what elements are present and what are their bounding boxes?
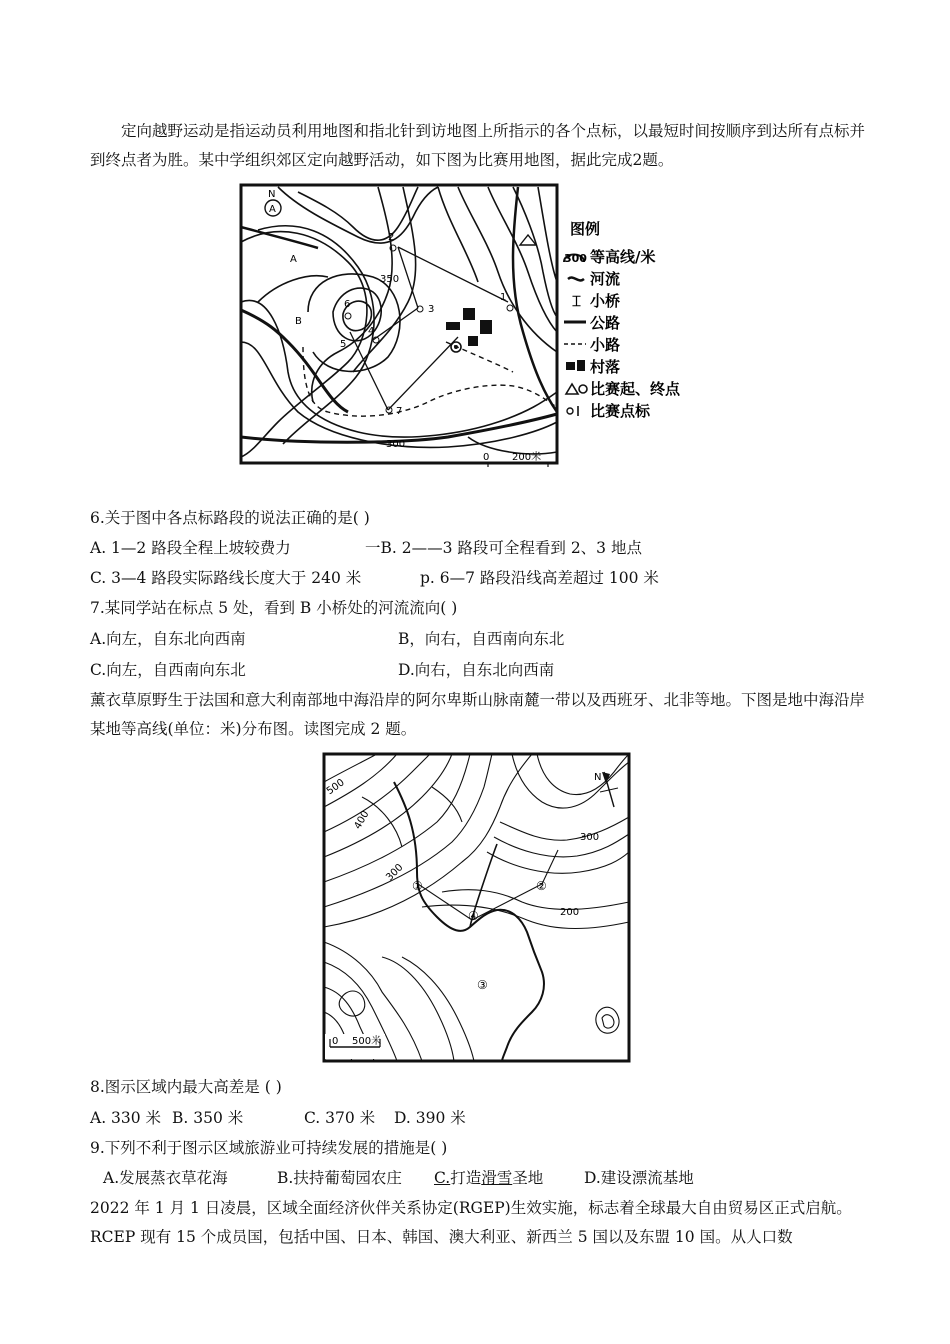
contour-200-label: 200 [560, 907, 580, 918]
q9-option-c-rest: 圣地 [512, 1169, 544, 1187]
q6-option-b: 一B. 2——3 路段可全程看到 2、3 地点 [365, 539, 642, 557]
q7-stem: 7.某同学站在标点 5 处，看到 B 小桥处的河流流向( ) [90, 599, 458, 617]
q7-option-b: B，向右，自西南向东北 [398, 630, 565, 648]
legend-road: 公路 [590, 314, 621, 332]
map2-scale-text: 500米 [352, 1036, 382, 1047]
checkpoint-2-label: 2 [388, 232, 395, 243]
checkpoint-1-label: 1 [500, 292, 507, 303]
q6-option-d: p. 6—7 路段沿线高差超过 100 米 [420, 569, 659, 587]
contour-500-label: 500 [324, 777, 347, 798]
map2-scale-zero: 0 [332, 1036, 339, 1047]
q8-option-b: B. 350 米 [172, 1109, 244, 1127]
legend-contour-value: 300 [564, 252, 587, 265]
q6-option-a: A. 1—2 路段全程上坡较费力 [90, 539, 291, 557]
checkpoint-4-label: 4 [368, 326, 375, 337]
contour-350-label: 350 [380, 274, 400, 285]
marker-4: ④ [468, 909, 479, 923]
q9-option-c-letter: C. [434, 1169, 451, 1187]
q9-option-c [410, 1167, 543, 1189]
intro-paragraph-1: 定向越野运动是指运动员利用地图和指北针到访地图上所指示的各个点标，以最短时间按顺序到达所有点标并到终点者为胜。某中学组织郊区定向越野活动，如下图为比赛用地图，据此完成2题。 [90, 122, 866, 169]
intro-paragraph-2: 薰衣草原野生于法国和意大利南部地中海沿岸的阿尔卑斯山脉南麓一带以及西班牙、北非等地。下图是地中海沿岸某地等高线(单位：米)分布图。读图完成 2 题。 [90, 691, 866, 738]
checkpoint-7-label: 7 [396, 406, 403, 417]
checkpoint-5-label: 5 [340, 339, 347, 350]
q8-option-c: C. 370 米 [304, 1109, 376, 1127]
q8-option-d: D. 390 米 [394, 1109, 466, 1127]
q7-option-d: D.向右，自东北向西南 [398, 661, 555, 679]
map1-label-b: B [295, 316, 302, 327]
map1-legend [564, 220, 681, 420]
mediterranean-contour-map [322, 752, 632, 1064]
marker-2: ② [536, 879, 547, 893]
legend-checkpoint: 比赛点标 [590, 402, 651, 420]
map1-a-circle-label: A [269, 204, 276, 215]
map2-north-label: N [594, 772, 602, 783]
q9-option-c-verb: 打造 [450, 1169, 482, 1187]
q9-stem: 9.下列不利于图示区域旅游业可持续发展的措施是( ) [90, 1139, 448, 1157]
q9-option-d: D.建设漂流基地 [584, 1169, 694, 1187]
orienteering-map [238, 182, 718, 467]
q8-option-a: A. 330 米 [90, 1109, 162, 1127]
legend-village: 村落 [590, 358, 621, 376]
contour-400-label: 400 [352, 809, 372, 832]
legend-title: 图例 [570, 220, 601, 238]
map1-label-a: A [290, 254, 297, 265]
q6-stem: 6.关于图中各点标路段的说法正确的是( ) [90, 509, 370, 527]
map1-scale-text: 200米 [512, 452, 542, 463]
legend-river: 河流 [590, 270, 621, 288]
map2-frame [324, 754, 629, 1061]
checkpoint-6-label: 6 [344, 299, 351, 310]
map1-scale-zero: 0 [483, 452, 490, 463]
legend-bridge-icon: ⌶ [572, 292, 582, 310]
q8-stem: 8.图示区域内最大高差是 ( ) [90, 1078, 282, 1096]
q9-option-b: B.扶持葡萄园农庄 [277, 1169, 402, 1187]
marker-3: ③ [477, 978, 488, 992]
q9-option-c-underlined: 滑雪 [481, 1169, 513, 1187]
checkpoint-3-label: 3 [428, 304, 435, 315]
q7-option-c: C.向左，自西南向东北 [90, 661, 246, 679]
legend-path: 小路 [590, 336, 621, 354]
map1-north-label: N [268, 189, 276, 200]
contour-300-label-a: 300 [384, 862, 406, 884]
q6-option-c: C. 3—4 路段实际路线长度大于 240 米 [90, 569, 362, 587]
q9-option-a: A.发展蒸衣草花海 [103, 1169, 228, 1187]
intro-paragraph-3: 2022 年 1 月 1 日凌晨，区域全面经济伙伴关系协定(RGEP)生效实施，标志着全球最大自由贸易区正式启航。RCEP 现有 15 个成员国，包括中国、日本、韩国、澳大利亚、新西兰 5 国以及东盟 10 国。从人口数 [90, 1199, 852, 1246]
legend-bridge: 小桥 [590, 292, 621, 310]
q7-option-a: A.向左，自东北向西南 [90, 630, 246, 648]
legend-start-end: 比赛起、终点 [590, 380, 681, 398]
contour-300-label: 300 [386, 439, 406, 450]
contour-300-label-b: 300 [580, 832, 600, 843]
legend-contour: 等高线/米 [590, 248, 656, 266]
marker-1: ① [412, 879, 423, 893]
